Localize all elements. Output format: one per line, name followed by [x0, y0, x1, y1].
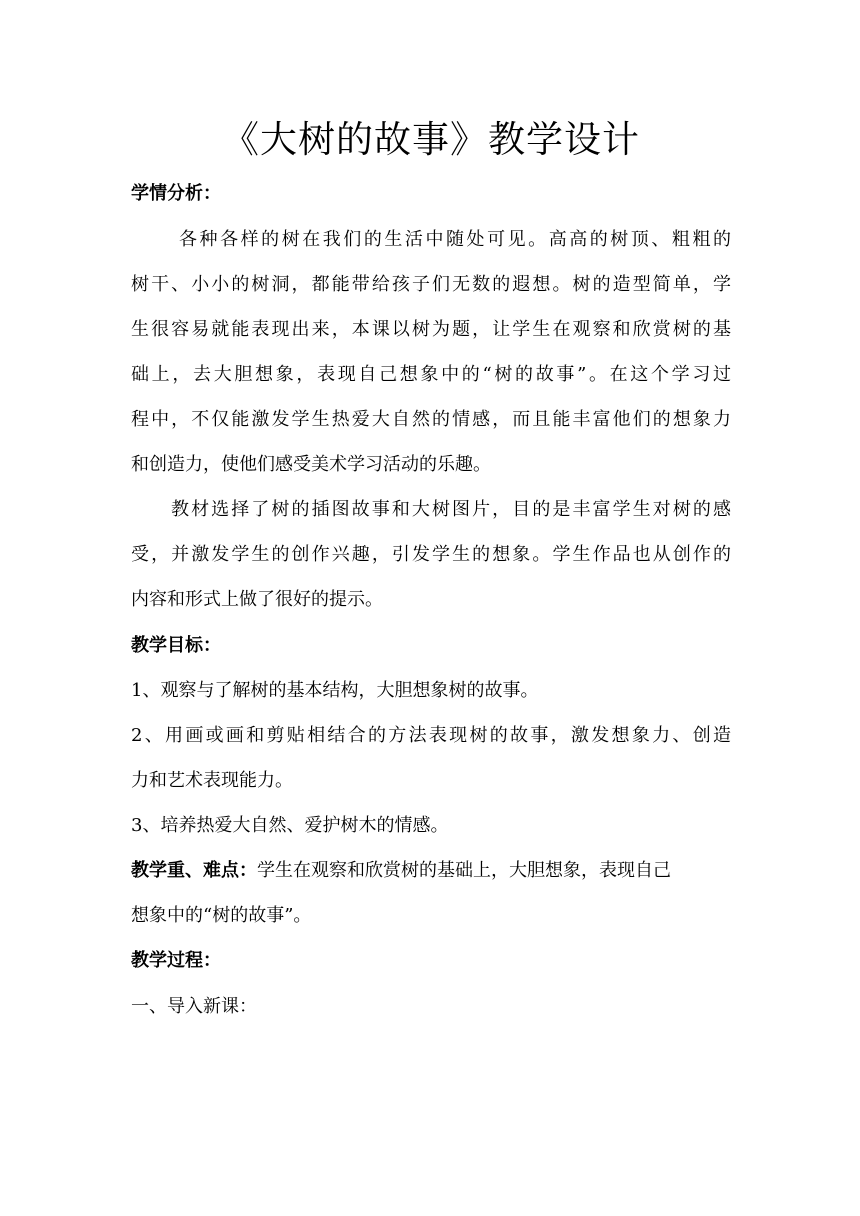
goal-item-2-line2: 力和艺术表现能力。	[131, 770, 293, 791]
analysis-para1-line6: 和创造力，使他们感受美术学习活动的乐趣。	[131, 454, 491, 475]
document-title: 《大树的故事》教学设计	[222, 118, 640, 161]
analysis-para1-line5: 程中，不仅能激发学生热爱大自然的情感，而且能丰富他们的想象力	[131, 409, 731, 430]
heading-process: 教学过程：	[131, 950, 221, 971]
process-step-1: 一、导入新课：	[131, 996, 257, 1017]
key-points-line2: 想象中的“树的故事”。	[131, 905, 312, 926]
key-points-text: 学生在观察和欣赏树的基础上，大胆想象，表现自己	[257, 860, 671, 881]
analysis-para2-line3: 内容和形式上做了很好的提示。	[131, 589, 383, 610]
heading-key-points: 教学重、难点：	[131, 860, 257, 881]
goal-item-3: 3、培养热爱大自然、爱护树木的情感。	[131, 815, 449, 836]
analysis-para2-line2: 受，并激发学生的创作兴趣，引发学生的想象。学生作品也从创作的	[131, 544, 731, 565]
analysis-para1-line2: 树干、小小的树洞，都能带给孩子们无数的遐想。树的造型简单，学	[131, 274, 731, 295]
heading-goals: 教学目标：	[131, 635, 221, 656]
key-points-line1	[131, 857, 731, 885]
goal-item-2-line1: 2、用画或画和剪贴相结合的方法表现树的故事，激发想象力、创造	[131, 725, 731, 746]
analysis-para1-line4: 础上，去大胆想象，表现自己想象中的“树的故事”。在这个学习过	[131, 364, 731, 385]
goal-item-1: 1、观察与了解树的基本结构，大胆想象树的故事。	[131, 680, 539, 701]
analysis-para1-line3: 生很容易就能表现出来，本课以树为题，让学生在观察和欣赏树的基	[131, 319, 731, 340]
analysis-para2-line1: 教材选择了树的插图故事和大树图片，目的是丰富学生对树的感	[171, 499, 731, 520]
heading-analysis: 学情分析：	[131, 183, 221, 204]
analysis-para1-line1: 各种各样的树在我们的生活中随处可见。高高的树顶、粗粗的	[179, 229, 731, 250]
